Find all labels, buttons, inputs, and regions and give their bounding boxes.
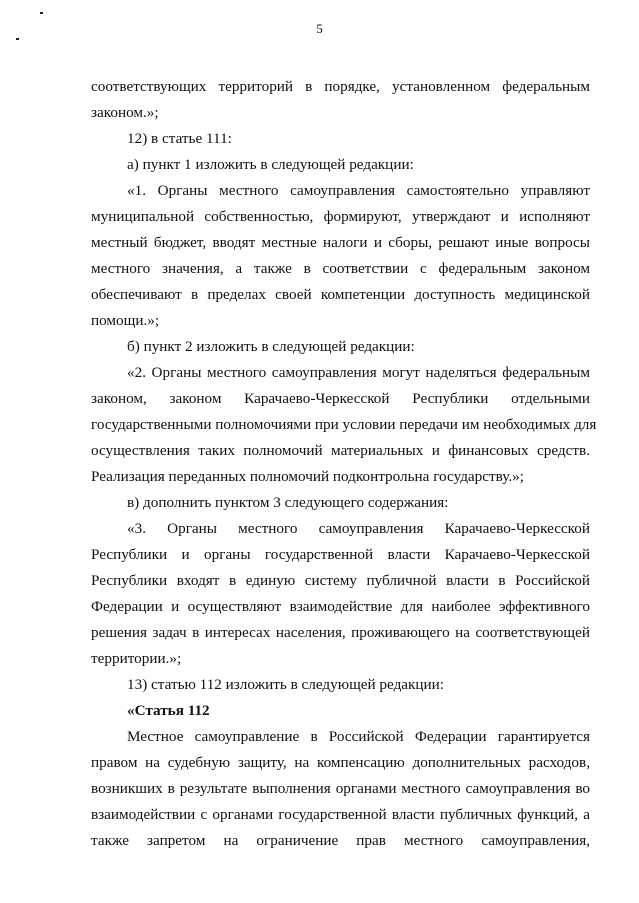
text-line: законом, законом Карачаево-Черкесской Республики отдельными xyxy=(91,390,590,407)
scan-mark-left xyxy=(16,38,19,40)
text-line: правом на судебную защиту, на компенсацию дополнительных расходов, xyxy=(91,754,590,771)
text-line: обеспечивают в пределах своей компетенции доступность медицинской xyxy=(91,286,590,303)
text-line: осуществления таких полномочий материальных и финансовых средств. xyxy=(91,442,590,459)
text-line: соответствующих территорий в порядке, установленном федеральным xyxy=(91,78,590,95)
text-line: территории.»; xyxy=(91,650,182,667)
text-line: «2. Органы местного самоуправления могут наделяться федеральным xyxy=(127,364,590,381)
text-line: помощи.»; xyxy=(91,312,160,329)
text-line: 13) статью 112 изложить в следующей редакции: xyxy=(127,676,445,693)
text-line: Республики и органы государственной власти Карачаево-Черкесской xyxy=(91,546,590,563)
text-line: законом.»; xyxy=(91,104,159,121)
text-line: Республики входят в единую систему публичной власти в Российской xyxy=(91,572,590,589)
text-line: возникших в результате выполнения органами местного самоуправления во xyxy=(91,780,590,797)
article-heading: «Статья 112 xyxy=(127,702,210,719)
text-line: взаимодействии с органами государственной власти публичных функций, а xyxy=(91,806,590,823)
text-line: 12) в статье 111: xyxy=(127,130,232,147)
text-line: также запретом на ограничение прав местного самоуправления, xyxy=(91,832,590,849)
text-line: в) дополнить пунктом 3 следующего содержания: xyxy=(127,494,449,511)
text-line: «1. Органы местного самоуправления самостоятельно управляют xyxy=(127,182,590,199)
text-line: б) пункт 2 изложить в следующей редакции: xyxy=(127,338,415,355)
text-line: Реализация переданных полномочий подконтрольна государству.»; xyxy=(91,468,524,485)
text-line: местного значения, а также в соответствии с федеральным законом xyxy=(91,260,590,277)
scan-mark-top xyxy=(40,12,43,14)
page-number: 5 xyxy=(316,21,323,36)
text-line: местный бюджет, вводят местные налоги и сборы, решают иные вопросы xyxy=(91,234,590,251)
text-line: решения задач в интересах населения, проживающего на соответствующей xyxy=(91,624,590,641)
text-line: а) пункт 1 изложить в следующей редакции: xyxy=(127,156,414,173)
text-line: Федерации и осуществляют взаимодействие для наиболее эффективного xyxy=(91,598,590,615)
text-line: «3. Органы местного самоуправления Карачаево-Черкесской xyxy=(127,520,590,537)
text-line: муниципальной собственностью, формируют, утверждают и исполняют xyxy=(91,208,590,225)
text-line: государственными полномочиями при условии передачи им необходимых для xyxy=(91,416,597,433)
text-line: Местное самоуправление в Российской Федерации гарантируется xyxy=(127,728,590,745)
